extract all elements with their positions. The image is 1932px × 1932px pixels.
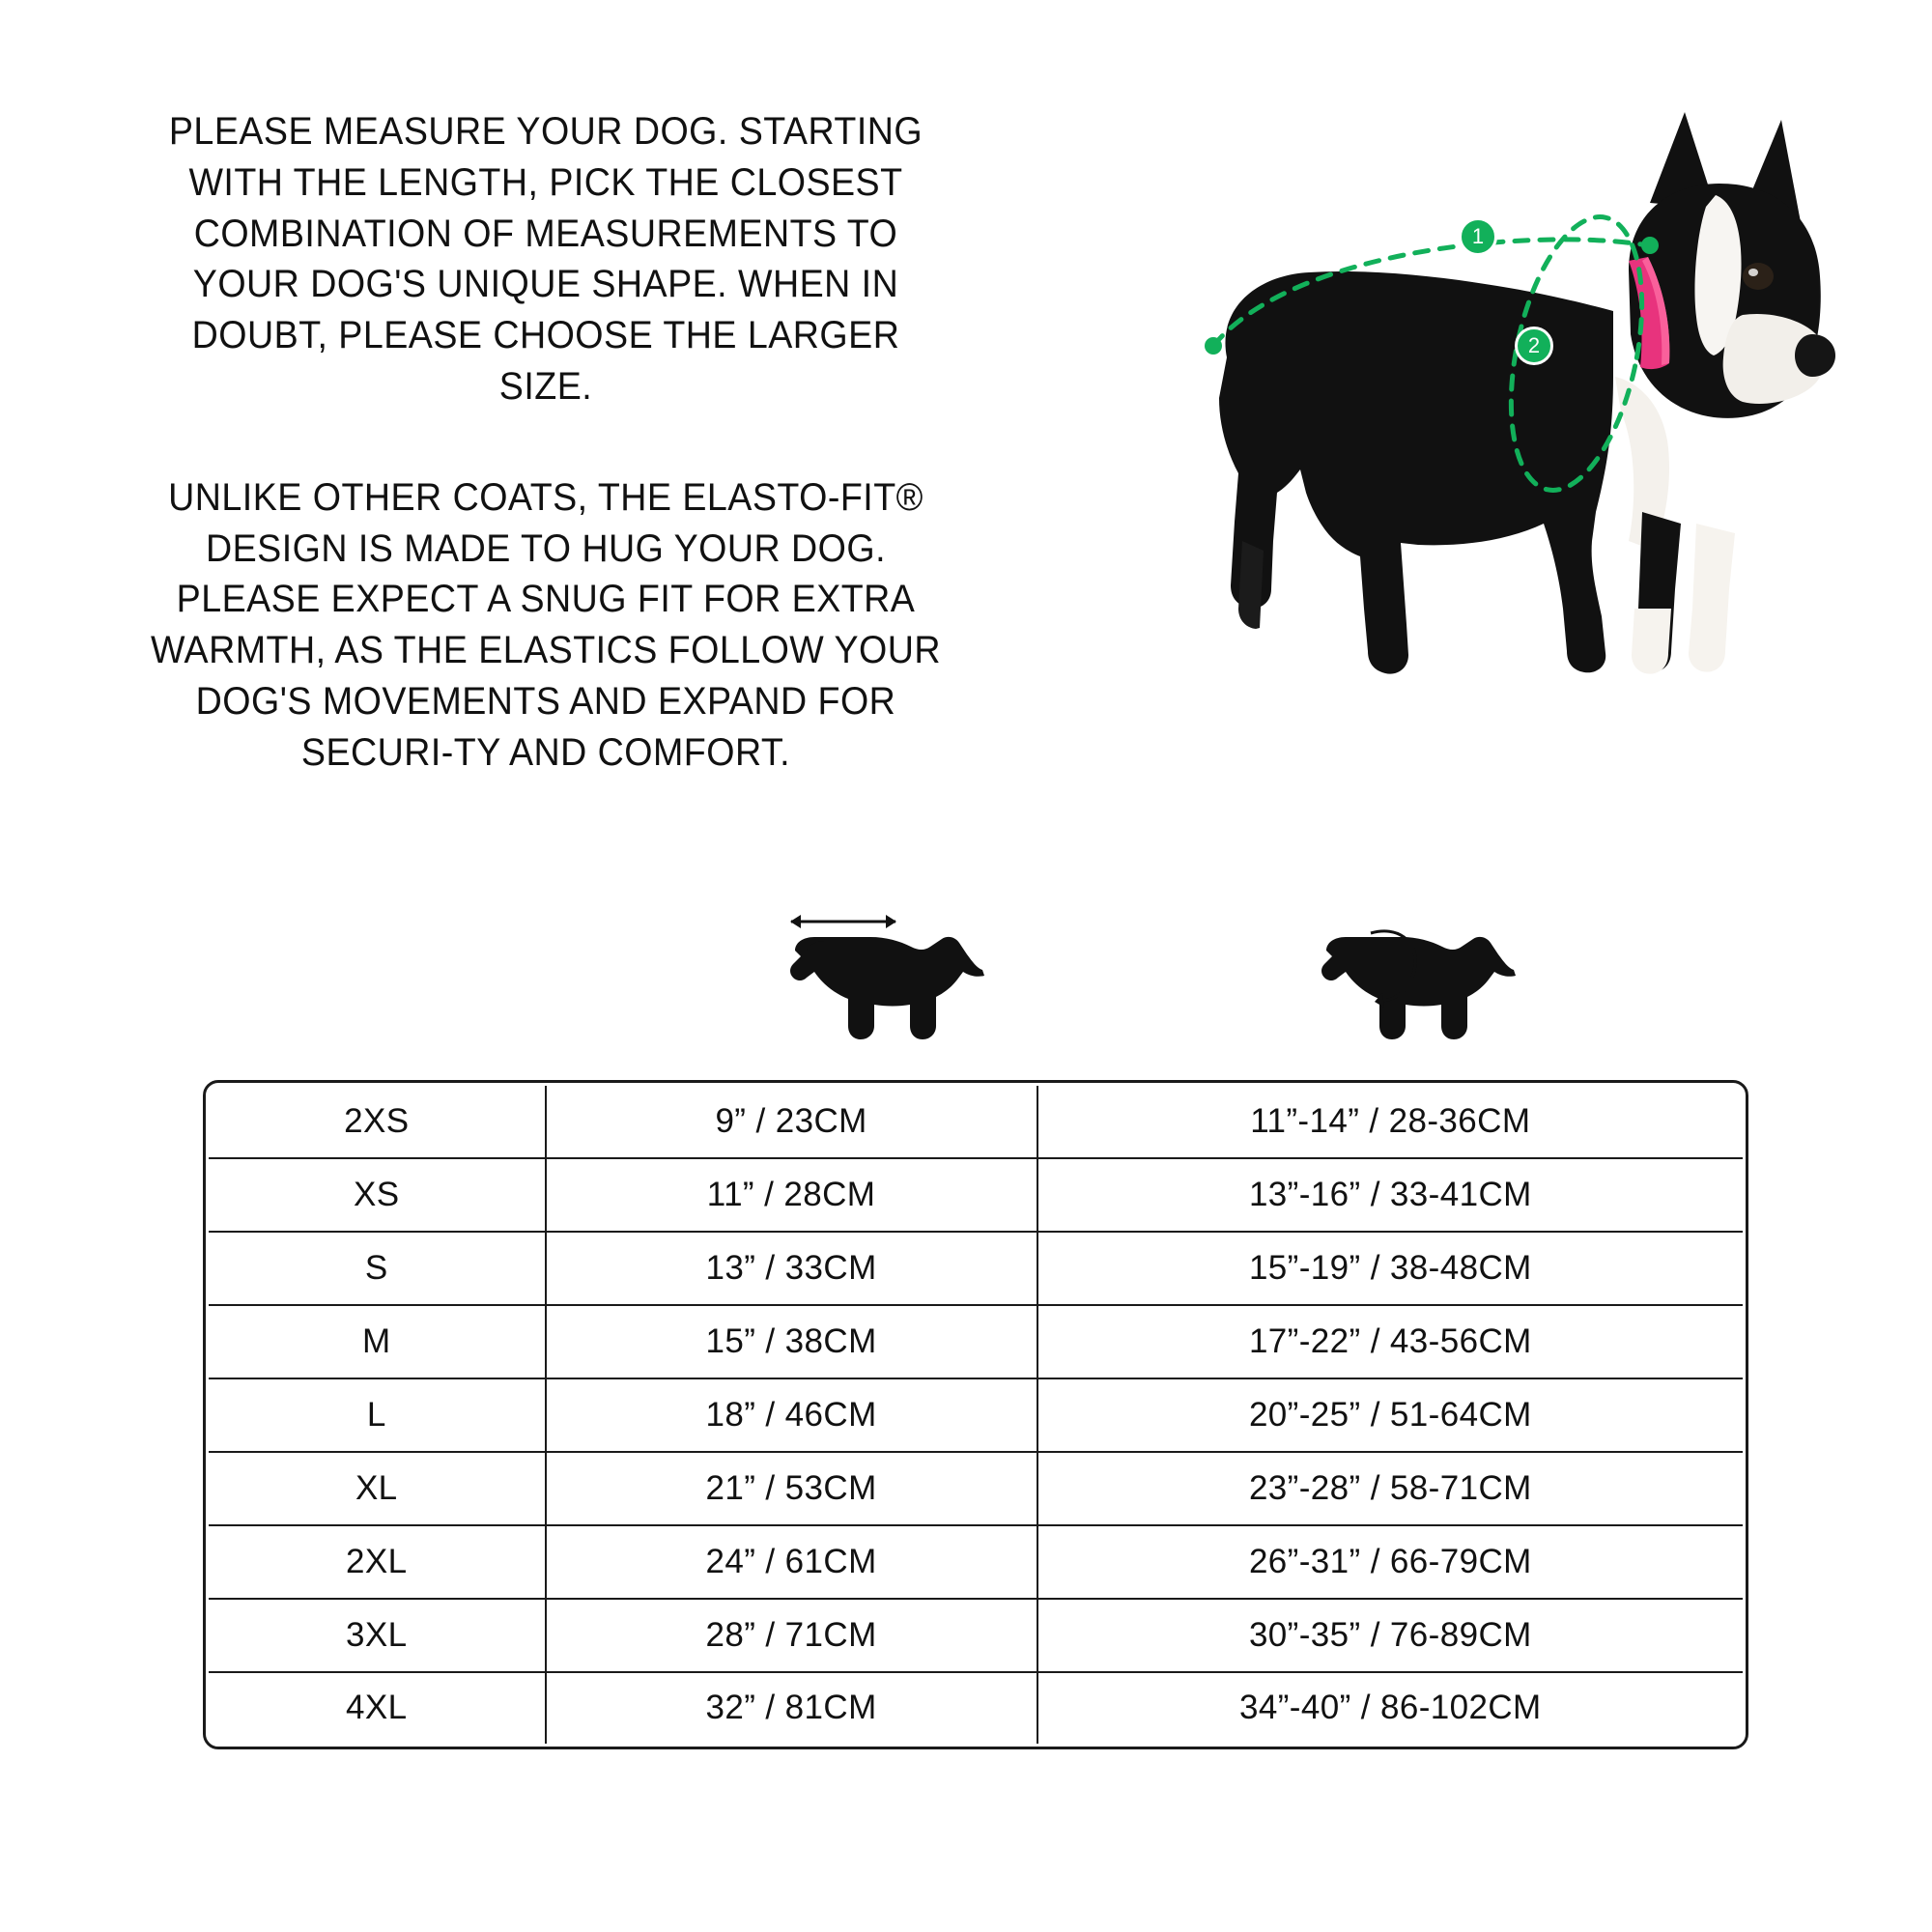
dog-girth-measure-icon <box>1309 908 1531 1053</box>
dog-length-measure-icon <box>778 908 1000 1053</box>
table-row <box>208 1305 1745 1378</box>
dog-photo <box>1159 87 1874 763</box>
cell-girth: 30”-35” / 76-89CM <box>1037 1599 1745 1672</box>
girth-icon-cell <box>1227 898 1613 1053</box>
cell-length: 9” / 23CM <box>546 1085 1037 1158</box>
cell-girth: 11”-14” / 28-36CM <box>1037 1085 1745 1158</box>
cell-length: 28” / 71CM <box>546 1599 1037 1672</box>
cell-length: 18” / 46CM <box>546 1378 1037 1452</box>
dog-photo-illustration <box>1159 87 1874 763</box>
table-header-icons <box>203 898 1768 1053</box>
table-row <box>208 1525 1745 1599</box>
table-row <box>208 1232 1745 1305</box>
size-table-container <box>203 1080 1748 1749</box>
cell-girth: 13”-16” / 33-41CM <box>1037 1158 1745 1232</box>
cell-size: 2XL <box>208 1525 546 1599</box>
cell-girth: 26”-31” / 66-79CM <box>1037 1525 1745 1599</box>
cell-length: 13” / 33CM <box>546 1232 1037 1305</box>
dog-body-silhouette <box>1219 271 1613 674</box>
cell-length: 11” / 28CM <box>546 1158 1037 1232</box>
intro-paragraph-1: PLEASE MEASURE YOUR DOG. STARTING WITH THE LENGTH, PICK THE CLOSEST COMBINATION OF MEASUREMENTS TO YOUR DOG'S UNIQUE SHAPE. WHEN IN DOUBT, PLEASE CHOOSE THE LARGER SIZE. <box>168 110 923 408</box>
table-row <box>208 1672 1745 1746</box>
cell-length: 24” / 61CM <box>546 1525 1037 1599</box>
cell-girth: 15”-19” / 38-48CM <box>1037 1232 1745 1305</box>
measurement-badge-1: 1 <box>1459 217 1497 256</box>
table-row <box>208 1452 1745 1525</box>
cell-size: L <box>208 1378 546 1452</box>
cell-girth: 20”-25” / 51-64CM <box>1037 1378 1745 1452</box>
table-row <box>208 1158 1745 1232</box>
cell-girth: 34”-40” / 86-102CM <box>1037 1672 1745 1746</box>
table-row <box>208 1085 1745 1158</box>
table-row <box>208 1599 1745 1672</box>
cell-length: 15” / 38CM <box>546 1305 1037 1378</box>
measurement-badge-2: 2 <box>1515 327 1553 365</box>
intro-text-block <box>116 106 976 779</box>
cell-size: 2XS <box>208 1085 546 1158</box>
cell-girth: 23”-28” / 58-71CM <box>1037 1452 1745 1525</box>
cell-size: M <box>208 1305 546 1378</box>
intro-paragraph-2: UNLIKE OTHER COATS, THE ELASTO-FIT® DESIGN IS MADE TO HUG YOUR DOG. PLEASE EXPECT A SNUG FIT FOR EXTRA WARMTH, AS THE ELASTICS FOLLOW YOUR DOG'S MOVEMENTS AND EXPAND FOR SECURI-TY AND COMFORT. <box>150 475 942 774</box>
dog-front-legs <box>1632 512 1735 674</box>
size-table-body <box>208 1085 1745 1746</box>
cell-length: 32” / 81CM <box>546 1672 1037 1746</box>
cell-length: 21” / 53CM <box>546 1452 1037 1525</box>
cell-size: 3XL <box>208 1599 546 1672</box>
size-table <box>206 1083 1746 1747</box>
length-icon-cell <box>696 898 1082 1053</box>
cell-size: XL <box>208 1452 546 1525</box>
cell-girth: 17”-22” / 43-56CM <box>1037 1305 1745 1378</box>
cell-size: 4XL <box>208 1672 546 1746</box>
cell-size: S <box>208 1232 546 1305</box>
table-row <box>208 1378 1745 1452</box>
cell-size: XS <box>208 1158 546 1232</box>
